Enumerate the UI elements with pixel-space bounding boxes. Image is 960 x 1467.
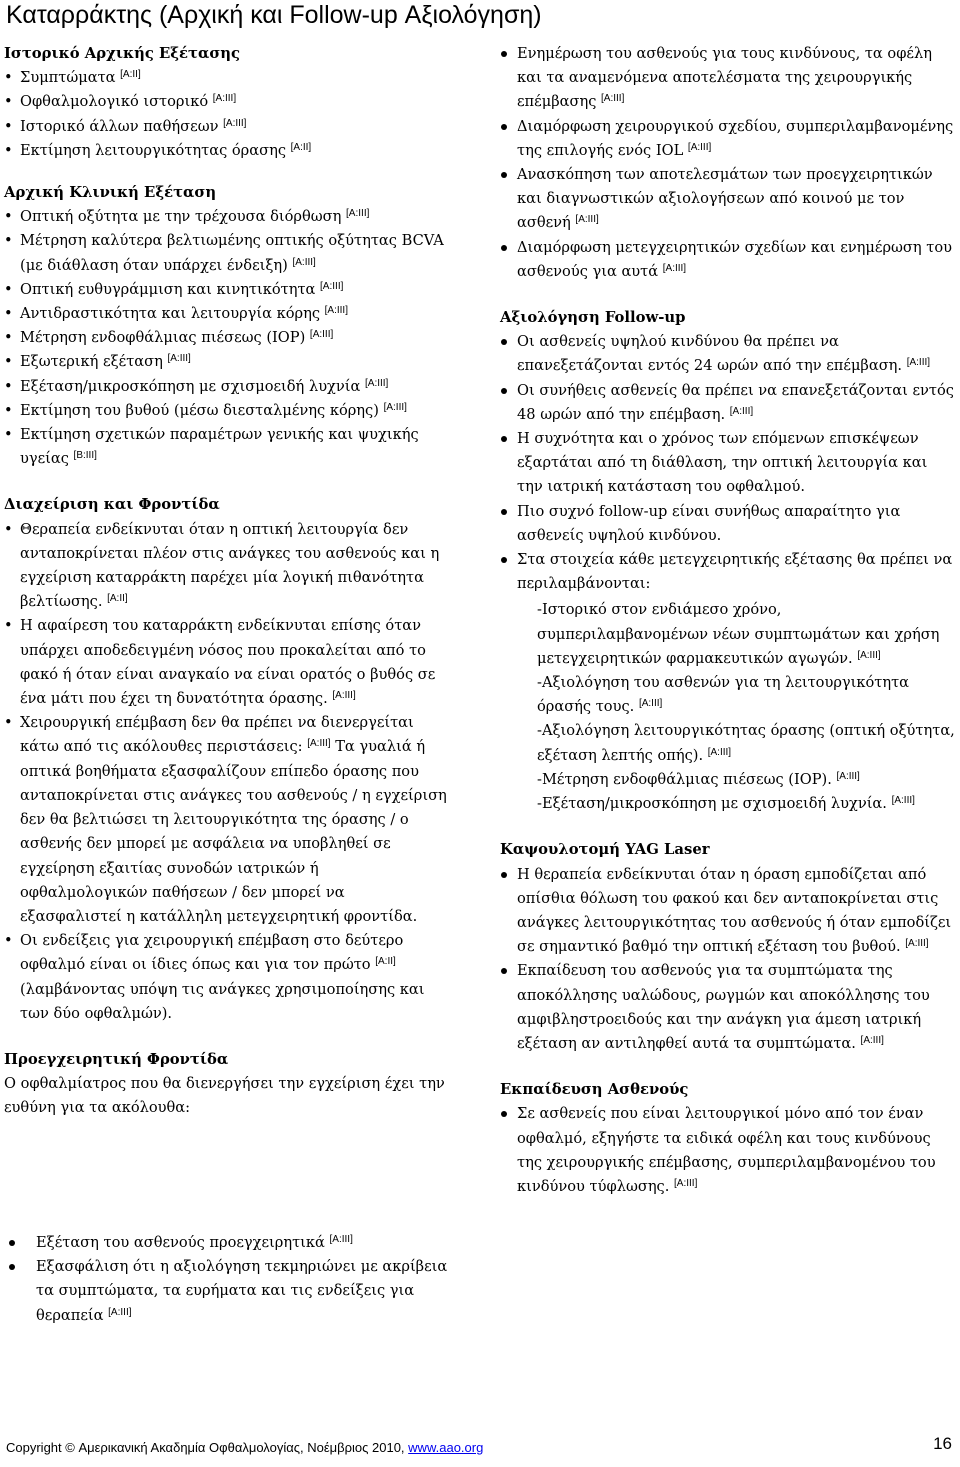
right-column [500, 42, 956, 1199]
follow-up-sub-list [500, 598, 956, 816]
list-item: Η συχνότητα και ο χρόνος των επόμενων επισκέψεων εξαρτάται από τη διάθλαση, την οπτική λειτουργία και την ιατρική κατάσταση του οφθαλμού. [500, 427, 956, 500]
page-title: Καταρράκτης (Αρχική και Follow-up Αξιολόγηση) [6, 1, 542, 29]
list-item: Εξέταση του ασθενούς προεγχειρητικά [A:III] [4, 1231, 450, 1255]
left-column [4, 42, 450, 1121]
sub-list-item: - Αξιολόγηση του ασθενών για τη λειτουργικότητα όρασής τους. [A:III] [500, 671, 956, 719]
list-item: Η θεραπεία ενδείκνυται όταν η όραση εμποδίζεται από οπίσθια θόλωση του φακού και δεν ανταποκρίνεται στις ανάγκες λειτουργικότητας του ασθενούς ή όταν εμποδίζει σε σημαντικό βαθμό την οπτική εξέταση του βυθού. [A:III] [500, 863, 956, 960]
preop-list-container [4, 1231, 450, 1328]
sub-list-item: - Μέτρηση ενδοφθάλμιας πιέσεως (IOP). [A:III] [500, 768, 956, 792]
list-item: • Η αφαίρεση του καταρράκτη ενδείκνυται επίσης όταν υπάρχει αποδεδειγμένη νόσος που προκαλείται από το φακό ή όταν είναι αναγκαίο να είναι ορατός ο βυθός σε ένα μάτι που έχει τη δυνατότητα όρασης. [A:III] [4, 614, 450, 711]
follow-up-list [500, 330, 956, 816]
list-item: Σε ασθενείς που είναι λειτουργικοί μόνο από τον έναν οφθαλμό, εξηγήστε τα ειδικά οφέλη και τους κινδύνους της χειρουργικής επέμβασης, συμπεριλαμβανομένου του κινδύνου τύφλωσης. [A:III] [500, 1102, 956, 1199]
list-item: • Ιστορικό άλλων παθήσεων [A:III] [4, 115, 450, 139]
preop-intro: Ο οφθαλμίατρος που θα διενεργήσει την εγχείριση έχει την ευθύνη για τα ακόλουθα: [4, 1075, 445, 1117]
section-heading-initial-history: Ιστορικό Αρχικής Εξέτασης [4, 45, 241, 62]
section-heading-yag-capsulotomy: Καψουλοτομή YAG Laser [500, 841, 710, 859]
aao-link[interactable]: www.aao.org [408, 1440, 484, 1455]
list-item: • Αντιδραστικότητα και λειτουργία κόρης [A:III] [4, 302, 450, 326]
list-item: • Χειρουργική επέμβαση δεν θα πρέπει να διενεργείται κάτω από τις ακόλουθες περιστάσεις: [A:III] Τα γυαλιά ή οπτικά βοηθήματα εξασφαλίζουν επίπεδο όρασης που ανταποκρίνεται στις ανάγκες του ασθενούς / η εγχείριση δεν θα βελτιώσει τη λειτουργικότητα της όρασης / ο ασθενής δεν μπορεί με ασφάλεια να υποβληθεί σε εγχείρηση εξαιτίας συνοδών ιατρικών ή οφθαλμολογικών παθήσεων / δεν μπορεί να εξασφαλιστεί η κατάλληλη μετεγχειρητική φροντίδα. [4, 711, 450, 929]
section-heading-preop-care: Προεγχειρητική Φροντίδα [4, 1050, 229, 1068]
list-item: Εξασφάλιση ότι η αξιολόγηση τεκμηριώνει με ακρίβεια τα συμπτώματα, τα ευρήματα και τις ενδείξεις για θεραπεία [A:III] [4, 1255, 450, 1328]
list-item: • Οι ενδείξεις για χειρουργική επέμβαση στο δεύτερο οφθαλμό είναι οι ίδιες όπως και για τον πρώτο [A:II] (λαμβάνοντας υπόψη τις ανάγκες χρησιμοποίησης και των δύο οφθαλμών). [4, 929, 450, 1026]
yag-list [500, 863, 956, 1057]
list-item: • Εκτίμηση λειτουργικότητας όρασης [A:II] [4, 139, 450, 163]
list-item: • Οφθαλμολογικό ιστορικό [A:III] [4, 90, 450, 114]
list-item: Διαμόρφωση μετεγχειρητικών σχεδίων και ενημέρωση του ασθενούς για αυτά [A:III] [500, 236, 956, 284]
list-item: Πιο συχνό follow-up είναι συνήθως απαραίτητο για ασθενείς υψηλού κινδύνου. [500, 500, 956, 548]
list-item: Διαμόρφωση χειρουργικού σχεδίου, συμπεριλαμβανομένης της επιλογής ενός IOL [A:III] [500, 115, 956, 163]
list-item: • Συμπτώματα [A:II] [4, 66, 450, 90]
list-item: • Μέτρηση καλύτερα βελτιωμένης οπτικής οξύτητας BCVA (με διάθλαση όταν υπάρχει ένδειξη) [A:III] [4, 229, 450, 277]
list-item: • Εξέταση/μικροσκόπηση με σχισμοειδή λυχνία [A:III] [4, 375, 450, 399]
section-heading-management: Διαχείριση και Φροντίδα [4, 496, 220, 514]
list-item: Στα στοιχεία κάθε μετεγχειρητικής εξέτασης θα πρέπει να περιλαμβάνονται: - Ιστορικό στον ενδιάμεσο χρόνο, συμπεριλαμβανομένων νέων συμπτωμάτων και χρήση μετεγχειρητικών φαρμακευτικών αγωγών. [A:III] - Αξιολόγηση του ασθενών για τη λειτουργικότητα όρασής τους. [A:III] - Αξιολόγηση λειτουργικότητας όρασης (οπτική οξύτητα, εξέταση λεπτής οπής). [A:III] - Μέτρηση ενδοφθάλμιας πιέσεως (IOP). [A:III] - Εξέταση/μικροσκόπηση με σχισμοειδή λυχνία. [A:III] [500, 548, 956, 816]
list-item: Οι συνήθεις ασθενείς θα πρέπει να επανεξετάζονται εντός 48 ωρών από την επέμβαση. [A:III] [500, 379, 956, 427]
section-heading-initial-exam: Αρχική Κλινική Εξέταση [4, 184, 217, 202]
preop-continued-list [500, 42, 956, 284]
list-item: • Θεραπεία ενδείκνυται όταν η οπτική λειτουργία δεν ανταποκρίνεται πλέον στις ανάγκες του ασθενούς και η εγχείριση καταρράκτη παρέχει μία λογική πιθανότητα βελτίωσης. [A:II] [4, 518, 450, 615]
list-item: • Εξωτερική εξέταση [A:III] [4, 350, 450, 374]
sub-list-item: - Εξέταση/μικροσκόπηση με σχισμοειδή λυχνία. [A:III] [500, 792, 956, 816]
section-heading-patient-education: Εκπαίδευση Ασθενούς [500, 1081, 689, 1099]
education-list [500, 1102, 956, 1199]
copyright-text: Copyright © Αμερικανική Ακαδημία Οφθαλμολογίας, Νοέμβριος 2010, www.aao.org [6, 1440, 484, 1455]
page-number: 16 [933, 1434, 952, 1453]
initial-exam-list [4, 205, 450, 471]
list-item: • Εκτίμηση του βυθού (μέσω διεσταλμένης κόρης) [A:III] [4, 399, 450, 423]
list-item: Οι ασθενείς υψηλού κινδύνου θα πρέπει να επανεξετάζονται εντός 24 ωρών από την επέμβαση. [A:III] [500, 330, 956, 378]
preop-list [4, 1231, 450, 1328]
sub-list-item: - Ιστορικό στον ενδιάμεσο χρόνο, συμπεριλαμβανομένων νέων συμπτωμάτων και χρήση μετεγχειρητικών φαρμακευτικών αγωγών. [A:III] [500, 598, 956, 671]
list-item: Εκπαίδευση του ασθενούς για τα συμπτώματα της αποκόλλησης υαλώδους, ρωγμών και αποκόλλησης του αμφιβληστροειδούς και την ανάγκη για άμεση ιατρική εξέταση αν αντιληφθεί αυτά τα συμπτώματα. [A:III] [500, 959, 956, 1056]
initial-history-list [4, 66, 450, 163]
section-heading-follow-up: Αξιολόγηση Follow-up [500, 309, 686, 327]
list-item: • Εκτίμηση σχετικών παραμέτρων γενικής και ψυχικής υγείας [B:III] [4, 423, 450, 471]
sub-list-item: - Αξιολόγηση λειτουργικότητας όρασης (οπτική οξύτητα, εξέταση λεπτής οπής). [A:III] [500, 719, 956, 767]
list-item: • Οπτική ευθυγράμμιση και κινητικότητα [A:III] [4, 278, 450, 302]
list-item: • Οπτική οξύτητα με την τρέχουσα διόρθωση [A:III] [4, 205, 450, 229]
list-item: • Μέτρηση ενδοφθάλμιας πιέσεως (IOP) [A:III] [4, 326, 450, 350]
list-item: Ενημέρωση του ασθενούς για τους κινδύνους, τα οφέλη και τα αναμενόμενα αποτελέσματα της χειρουργικής επέμβασης [A:III] [500, 42, 956, 115]
management-list [4, 518, 450, 1026]
list-item: Ανασκόπηση των αποτελεσμάτων των προεγχειρητικών και διαγνωστικών αξιολογήσεων από κοινού με τον ασθενή [A:III] [500, 163, 956, 236]
